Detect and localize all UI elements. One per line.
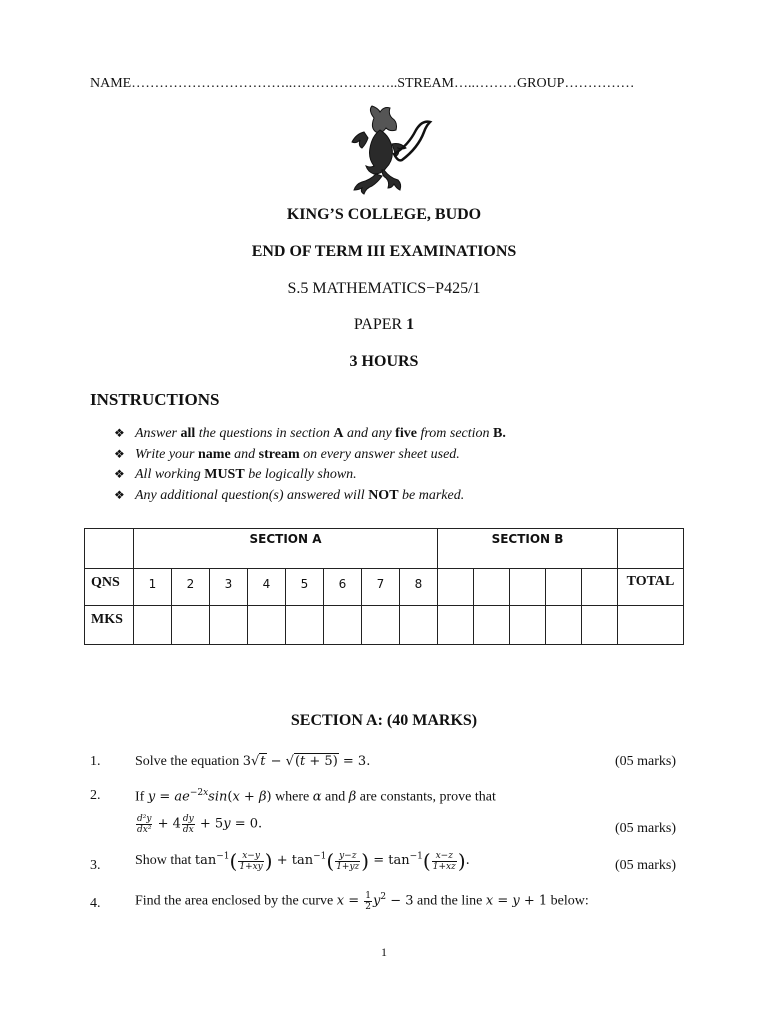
instructions-heading: INSTRUCTIONS: [90, 390, 220, 409]
question-marks: (05 marks): [614, 858, 676, 873]
question-number: 1.: [90, 754, 101, 769]
section-b-header: SECTION B: [438, 529, 618, 569]
paper-label: PAPER 1: [353, 316, 415, 333]
exam-title: END OF TERM III EXAMINATIONS: [251, 243, 517, 260]
total-label: TOTAL: [618, 569, 684, 606]
instruction-item: ❖ Answer all the questions in section A and any five from section B.: [114, 426, 506, 441]
marks-cell: [134, 606, 172, 645]
question-number: 3.: [90, 858, 101, 873]
question-number-cell: 6: [324, 569, 362, 606]
marks-cell: [362, 606, 400, 645]
section-b-question-cell: [546, 569, 582, 606]
marks-cell: [286, 606, 324, 645]
section-b-question-cell: [474, 569, 510, 606]
question-marks: (05 marks): [614, 754, 676, 769]
diamond-bullet-icon: ❖: [114, 426, 125, 440]
question-number-cell: 7: [362, 569, 400, 606]
diamond-bullet-icon: ❖: [114, 447, 125, 461]
page-number: 1: [381, 945, 387, 959]
question-number: 4.: [90, 896, 101, 911]
section-b-question-cell: [438, 569, 474, 606]
question-number-cell: 1: [134, 569, 172, 606]
marks-cell: [210, 606, 248, 645]
total-marks-cell: [618, 606, 684, 645]
marks-table: [84, 528, 684, 645]
instruction-item: ❖ Any additional question(s) answered will NOT be marked.: [114, 488, 465, 503]
section-b-question-cell: [510, 569, 546, 606]
question-text: Show that $\tan^{-1}$( $\frac{x-y}{1+xy}$ ) + $\tan^{-1}$( $\frac{y-z}{1+yz}$ ) = $\tan^{-1}$( $\frac{x-z}{1+xz}$ ).: [135, 849, 470, 873]
marks-cell: [510, 606, 546, 645]
question-equation: $\frac{\text{d²y}}{\text{dx²}}$ + 4 $\frac{dy}{dx}$ + 5y = 0.: [137, 814, 263, 835]
qns-label: QNS: [85, 569, 134, 606]
question-number-cell: 4: [248, 569, 286, 606]
question-number-cell: 8: [400, 569, 438, 606]
question-marks: (05 marks): [614, 821, 676, 836]
diamond-bullet-icon: ❖: [114, 488, 125, 502]
total-header-spacer: [618, 529, 684, 569]
mks-label: MKS: [85, 606, 134, 645]
subject-code: S.5 MATHEMATICS−P425/1: [287, 280, 481, 297]
marks-cell: [582, 606, 618, 645]
student-details-line: NAME……………………………..…………………..STREAM…..………GROUP……………: [90, 76, 635, 91]
rampant-lion-crest-icon: [334, 104, 434, 200]
section-b-question-cell: [582, 569, 618, 606]
marks-cell: [546, 606, 582, 645]
question-number-cell: 2: [172, 569, 210, 606]
question-number-cell: 3: [210, 569, 248, 606]
question-text: Solve the equation 3√t − √(t + 5) = 3.: [135, 754, 371, 769]
exam-duration: 3 HOURS: [349, 353, 419, 370]
marks-cell: [248, 606, 286, 645]
section-a-header: SECTION A: [134, 529, 438, 569]
question-number-cell: 5: [286, 569, 324, 606]
instruction-item: ❖ Write your name and stream on every answer sheet used.: [114, 447, 460, 462]
instruction-item: ❖ All working MUST be logically shown.: [114, 467, 357, 482]
diamond-bullet-icon: ❖: [114, 467, 125, 481]
marks-cell: [400, 606, 438, 645]
question-text: If $y = ae^{-2x}\sin(x + \beta)$ where α and β are constants, prove that: [135, 788, 496, 805]
marks-cell: [438, 606, 474, 645]
marks-cell: [324, 606, 362, 645]
question-text: Find the area enclosed by the curve x = $\frac{1}{2}$ $y^2 - 3$ and the line x = y + 1 below:: [135, 891, 589, 912]
marks-cell: [474, 606, 510, 645]
school-name: KING’S COLLEGE, BUDO: [286, 206, 482, 223]
marks-cell: [172, 606, 210, 645]
question-number: 2.: [90, 788, 101, 803]
section-a-heading: SECTION A: (40 MARKS): [290, 712, 478, 729]
corner-cell: [85, 529, 134, 569]
